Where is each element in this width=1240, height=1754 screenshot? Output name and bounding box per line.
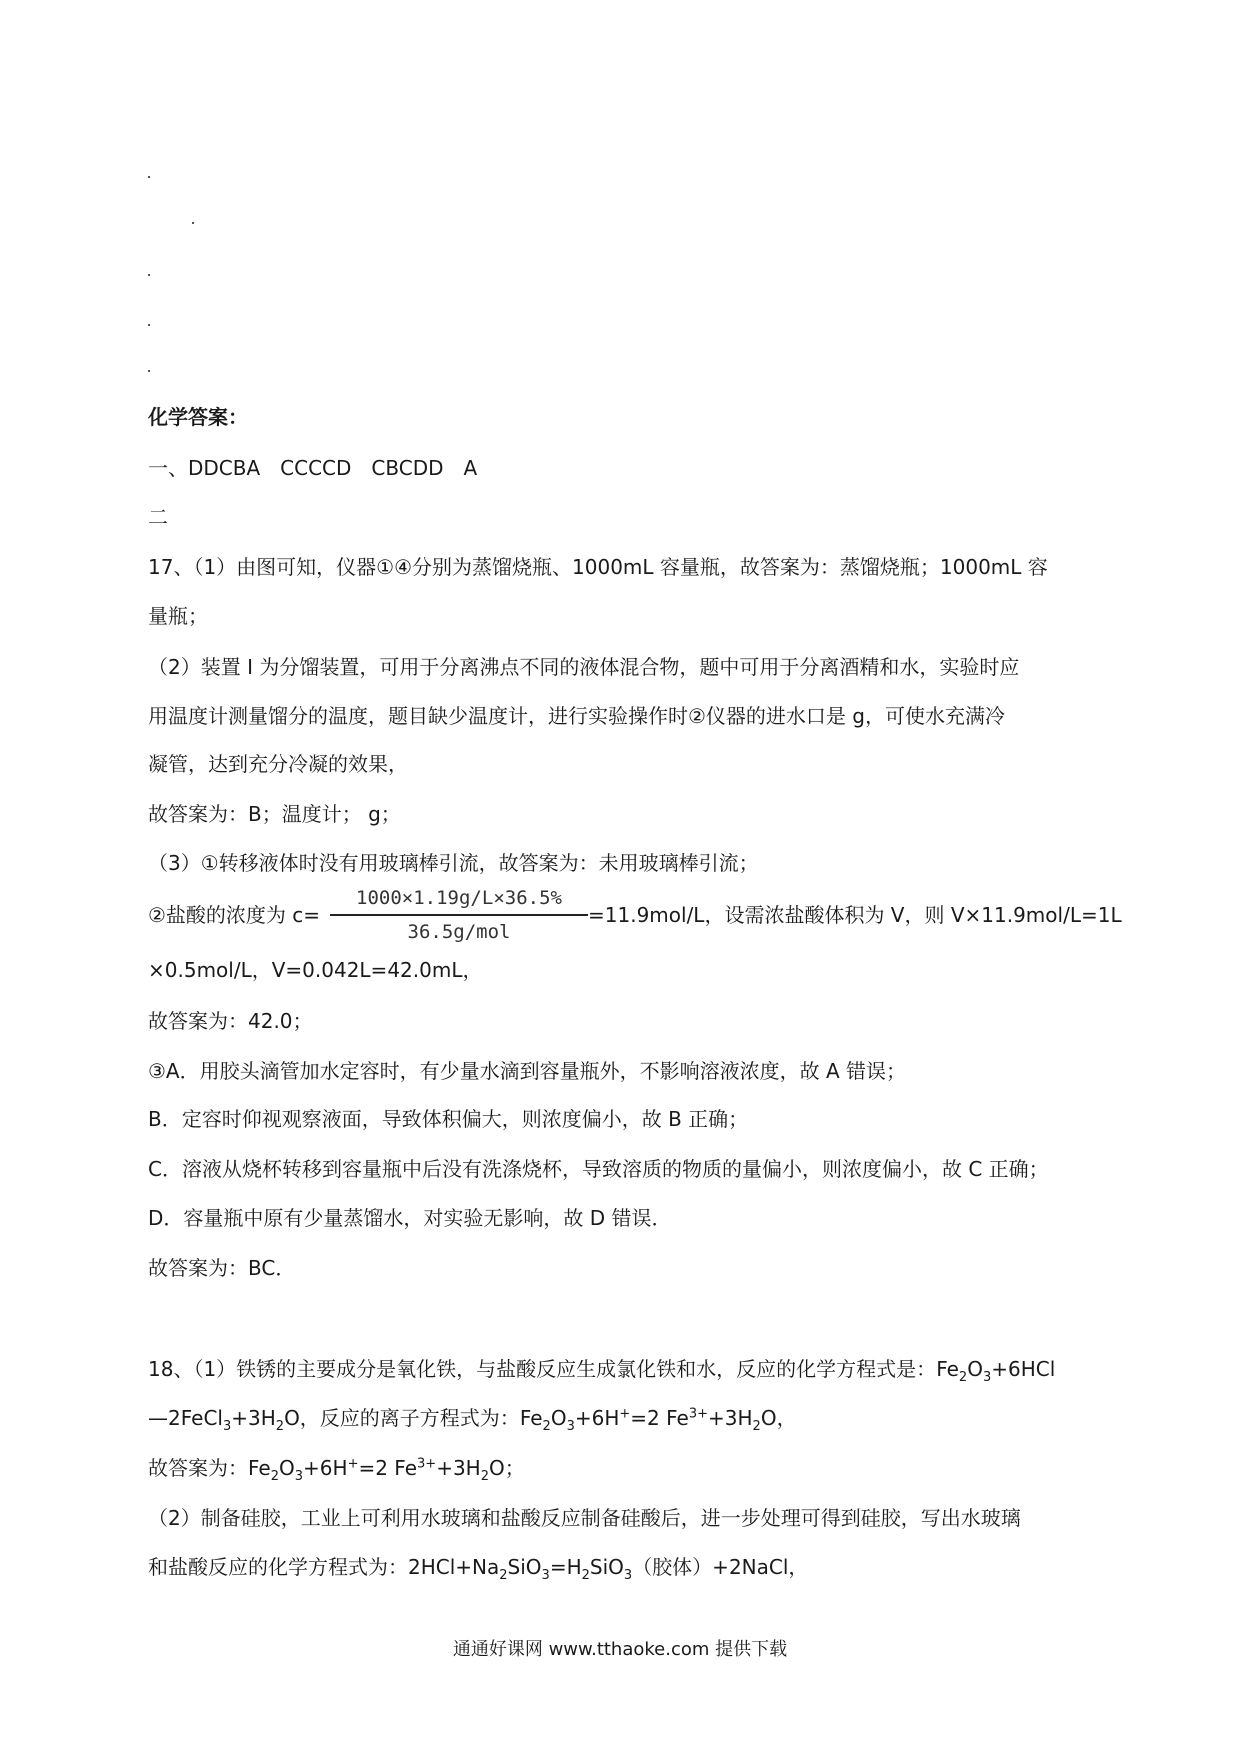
q17-line-14: D．容量瓶中原有少量蒸馏水，对实验无影响，故 D 错误． — [148, 1206, 672, 1230]
q17-line-2: 量瓶； — [148, 604, 208, 628]
q17-line-8-prefix: ②盐酸的浓度为 c= — [148, 903, 321, 927]
q17-line-5: 凝管，达到充分冷凝的效果， — [148, 752, 408, 776]
concentration-fraction — [330, 885, 588, 945]
q18-line-5-e: （胶体）+2NaCl， — [632, 1555, 809, 1579]
answer-heading: 化学答案： — [148, 405, 248, 429]
part1-answers: 一、DDCBA CCCCD CBCDD A — [148, 456, 478, 480]
q17-line-1: 17、（1）由图可知，仪器①④分别为蒸馏烧瓶、1000mL 容量瓶，故答案为：蒸馏烧瓶；1000mL 容 — [148, 555, 1048, 579]
q18-line-1-text: 18、（1）铁锈的主要成分是氧化铁，与盐酸反应生成氯化铁和水，反应的化学方程式是： — [148, 1357, 937, 1381]
equation-fe2o3-hcl: $Fe_2O_3+6HCl$ — [936, 1357, 1056, 1385]
q18-line-1 — [148, 1356, 1056, 1385]
scan-speck — [148, 324, 150, 326]
q18-line-2-b: +3H — [231, 1406, 276, 1430]
q18-line-5-c: =H — [549, 1555, 582, 1579]
q17-line-3: （2）装置 I 为分馏装置，可用于分离沸点不同的液体混合物，题中可用于分离酒精和水，实验时应 — [148, 655, 1020, 679]
q17-line-10: 故答案为：42.0； — [148, 1009, 313, 1033]
ionic-equation: $Fe_2O_3+6H^+=2$ $Fe^{3+}+3H_2O$， — [519, 1406, 797, 1434]
q18-line-3-text: 故答案为： — [148, 1456, 248, 1480]
q17-line-4: 用温度计测量馏分的温度，题目缺少温度计，进行实验操作时②仪器的进水口是 g，可使水充满冷 — [148, 704, 1005, 728]
q17-line-13: C．溶液从烧杯转移到容量瓶中后没有洗涤烧杯，导致溶质的物质的量偏小，则浓度偏小，故 C 正确； — [148, 1157, 1049, 1181]
q18-line-5-a: 和盐酸反应的化学方程式为：2HCl+Na — [148, 1555, 500, 1579]
q17-line-12: B．定容时仰视观察液面，导致体积偏大，则浓度偏小，故 B 正确； — [148, 1107, 749, 1131]
q18-line-2-c: O，反应的离子方程式为： — [284, 1406, 520, 1430]
q18-line-3 — [148, 1455, 525, 1484]
scan-speck — [148, 370, 150, 372]
q18-line-2: $—2FeCl_3+3H_2O$，反应的离子方程式为：$Fe_2O_3+6H^+=2$ $Fe^{3+}+3H_2O$， — [148, 1406, 797, 1434]
page-footer: 通通好课网 www.tthaoke.com 提供下载 — [452, 1639, 788, 1660]
q18-line-5-d: SiO — [589, 1555, 624, 1579]
fraction-bar — [330, 914, 588, 916]
q17-line-6: 故答案为：B；温度计； g； — [148, 802, 401, 826]
q17-line-9: ×0.5mol/L，V=0.042L=42.0mL， — [148, 958, 483, 982]
scan-speck — [192, 222, 194, 224]
part2-label: 二 — [148, 505, 168, 529]
q17-line-11: ③A．用胶头滴管加水定容时，有少量水滴到容量瓶外，不影响溶液浓度，故 A 错误； — [148, 1059, 907, 1083]
fraction-denominator: 36.5g/mol — [407, 921, 511, 943]
scan-speck — [148, 176, 150, 178]
scan-speck — [148, 274, 150, 276]
q18-line-4: （2）制备硅胶，工业上可利用水玻璃和盐酸反应制备硅酸后，进一步处理可得到硅胶，写出水玻璃 — [148, 1506, 1021, 1530]
ionic-equation-answer: $Fe_2O_3+6H^+=2$ $Fe^{3+}+3H_2O$； — [248, 1456, 525, 1484]
q17-line-8-suffix: =11.9mol/L，设需浓盐酸体积为 V，则 V×11.9mol/L=1L — [588, 903, 1122, 927]
fraction-numerator: 1000×1.19g/L×36.5% — [356, 887, 562, 909]
q18-line-5: 和盐酸反应的化学方程式为：$2HCl+Na_2SiO_3=H_2SiO_3$（胶体）+2NaCl， — [148, 1555, 809, 1583]
q17-line-7: （3）①转移液体时没有用玻璃棒引流，故答案为：未用玻璃棒引流； — [148, 851, 759, 875]
q17-line-15: 故答案为：BC． — [148, 1256, 296, 1280]
q18-line-5-b: SiO — [507, 1555, 542, 1579]
q18-line-2-a: —2FeCl — [148, 1406, 223, 1430]
